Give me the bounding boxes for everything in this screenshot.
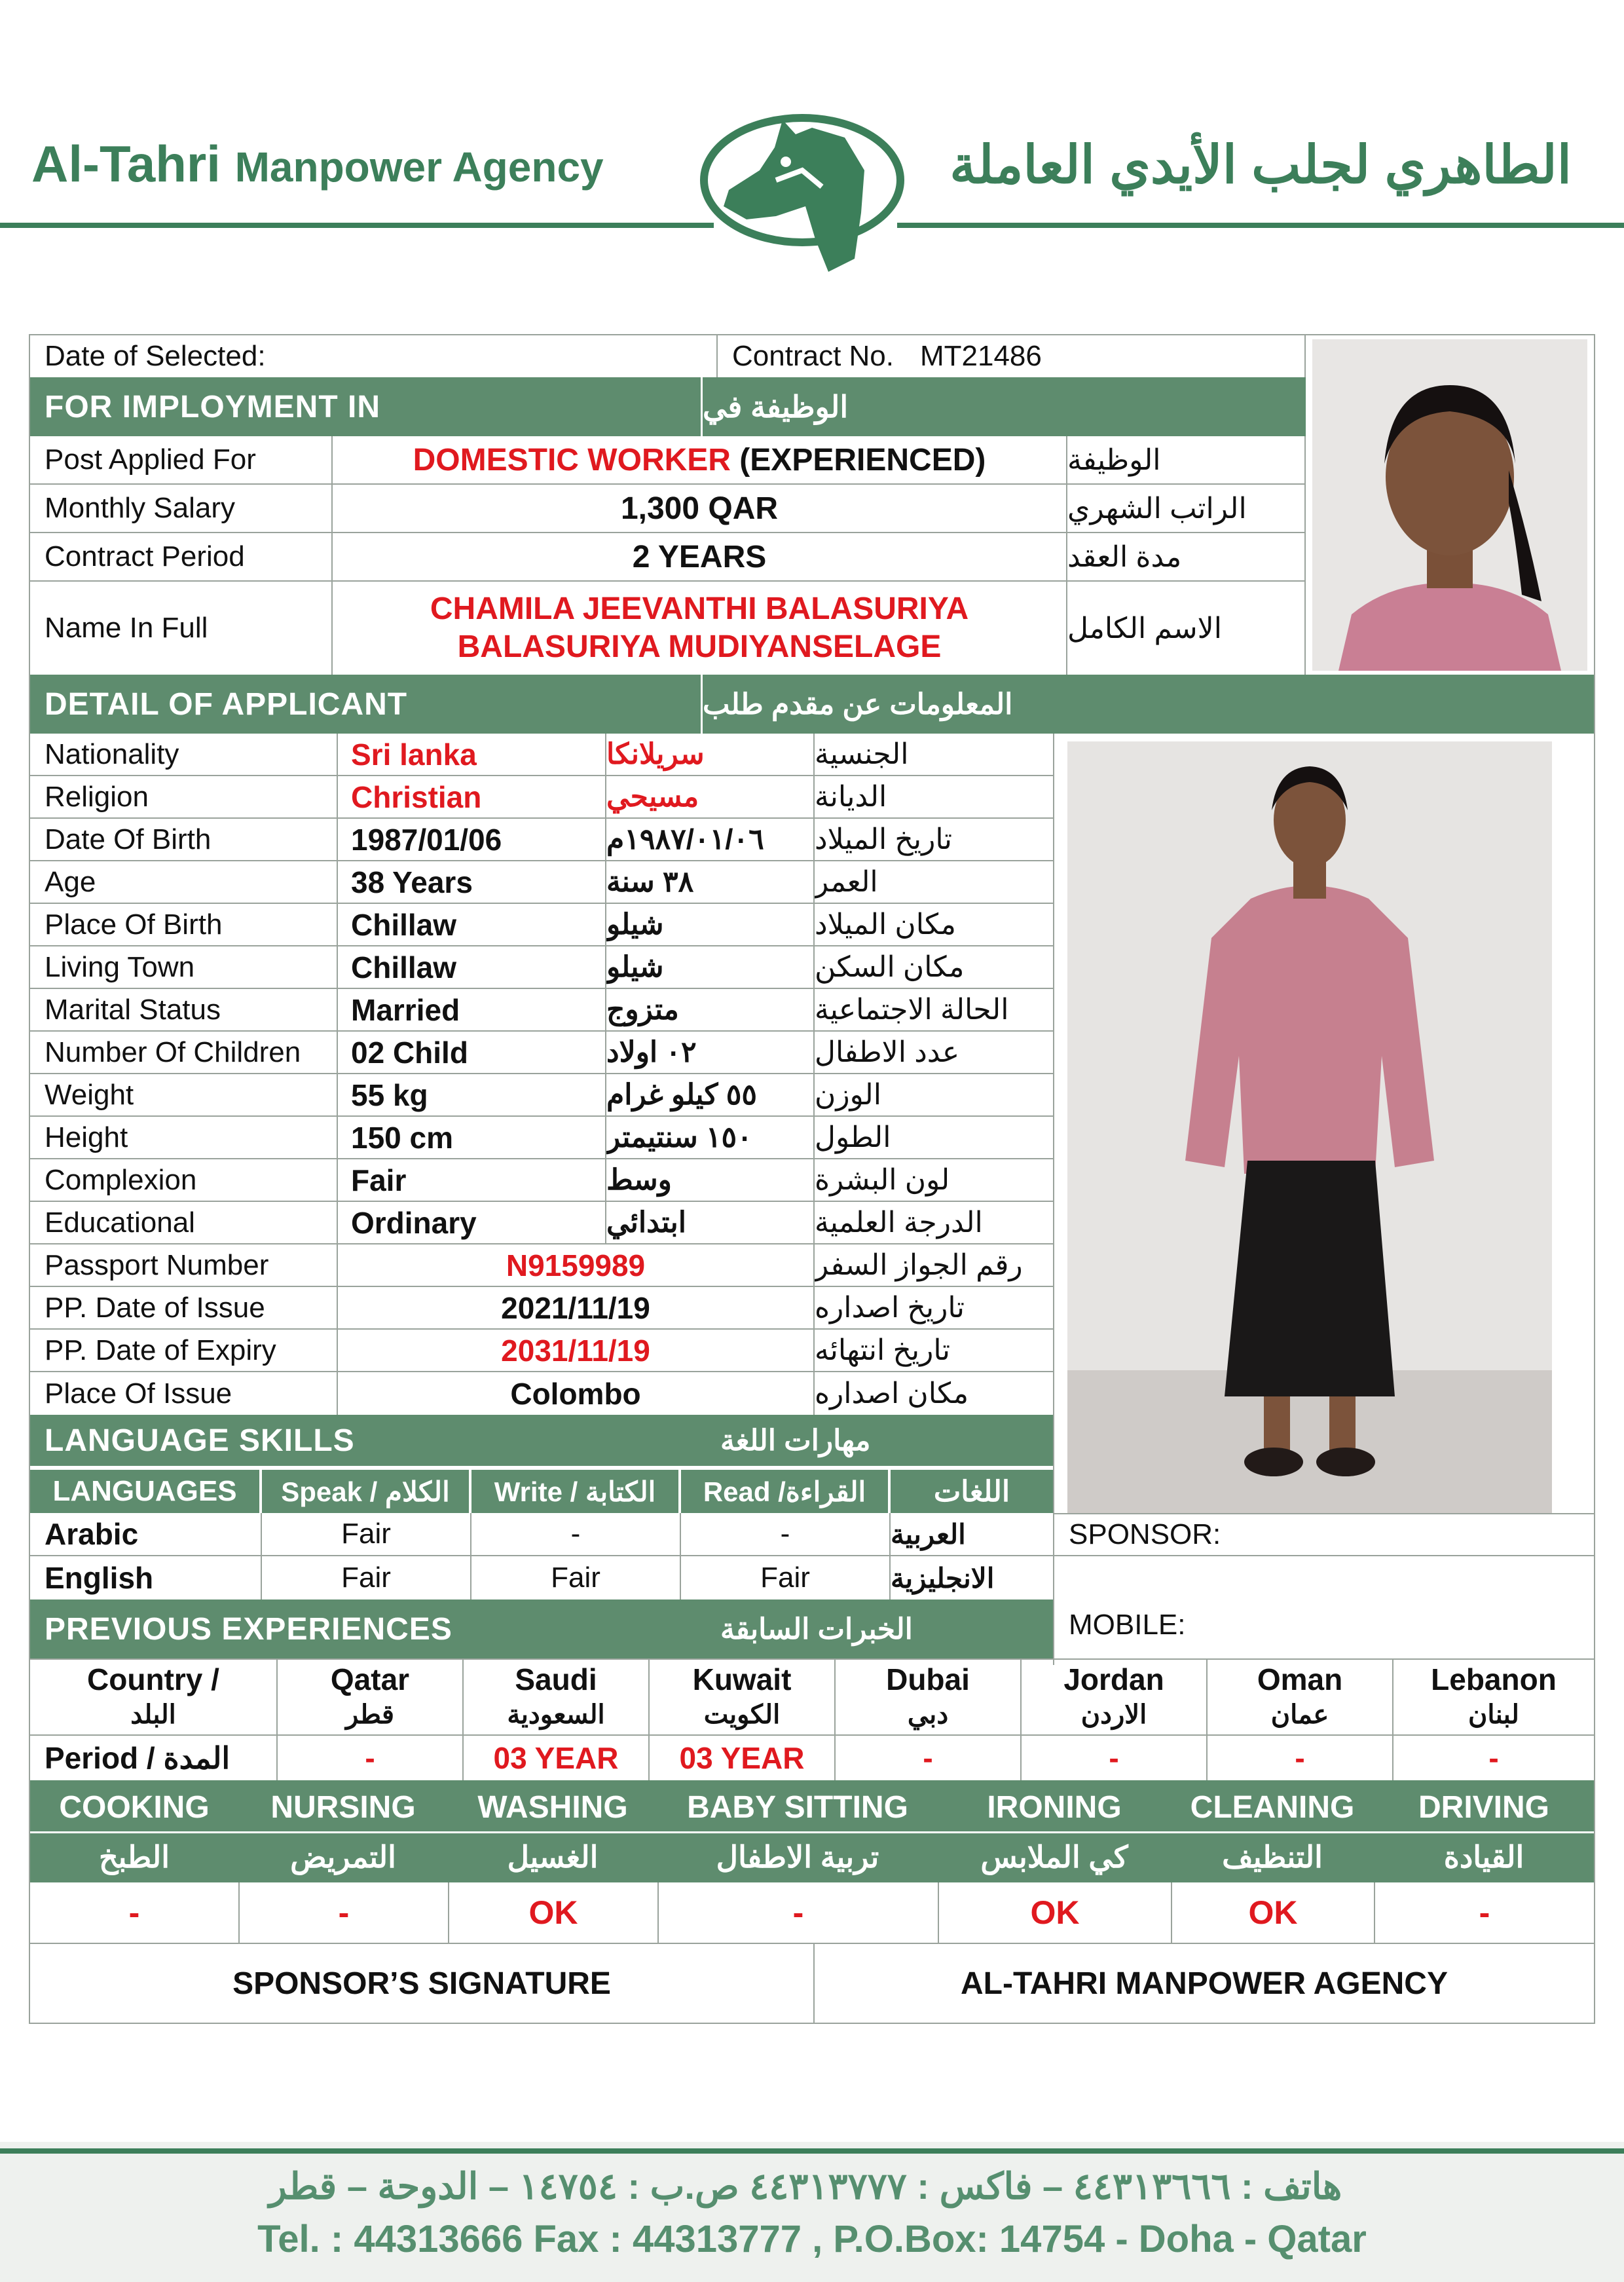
- letterhead: [0, 0, 1624, 275]
- portrait-photo: [1312, 339, 1587, 671]
- full-name-value: [331, 582, 1066, 675]
- marital-status-value-ar: متزوج: [605, 989, 813, 1032]
- dob-value-ar: ١٩٨٧/٠١/٠٦م: [605, 819, 813, 861]
- horse-logo: [697, 108, 913, 285]
- country-kuwait-en: Kuwait: [692, 1662, 792, 1696]
- period-oman: -: [1206, 1736, 1392, 1780]
- passport-expiry-label: PP. Date of Expiry: [30, 1330, 337, 1372]
- complexion-value: Fair: [337, 1159, 605, 1202]
- skill-washing-en: WASHING: [477, 1789, 628, 1825]
- nationality-value-ar: سريلانكا: [605, 734, 813, 776]
- complexion-label: Complexion: [30, 1159, 337, 1202]
- employment-title-en: FOR IMPLOYMENT IN: [45, 389, 380, 424]
- sponsor-spacer: [1053, 1556, 1594, 1599]
- passport-expiry-ar-label: تاريخ انتهائه: [813, 1330, 1053, 1372]
- monthly-salary-value: 1,300 QAR: [331, 485, 1066, 533]
- contract-period-label: Contract Period: [30, 533, 331, 582]
- country-kuwait: [648, 1658, 834, 1736]
- age-value: 38 Years: [337, 861, 605, 904]
- weight-label: Weight: [30, 1074, 337, 1117]
- mobile-field: [1053, 1599, 1594, 1665]
- header-rule-left: [0, 223, 714, 228]
- country-lebanon-en: Lebanon: [1431, 1662, 1557, 1696]
- marital-status-ar-label: الحالة الاجتماعية: [813, 989, 1053, 1032]
- children-value: 02 Child: [337, 1032, 605, 1074]
- country-saudi: [462, 1658, 648, 1736]
- lang-arabic-speak: Fair: [261, 1513, 470, 1556]
- religion-ar-label: الديانة: [813, 776, 1053, 819]
- language-title-ar-cell: [720, 1415, 1053, 1466]
- nationality-label: Nationality: [30, 734, 337, 776]
- living-town-label: Living Town: [30, 946, 337, 989]
- country-saudi-ar: السعودية: [507, 1700, 605, 1729]
- footer-rule: [0, 2148, 1624, 2154]
- children-value-ar: ٠٢ اولاد: [605, 1032, 813, 1074]
- country-saudi-en: Saudi: [515, 1662, 597, 1696]
- country-lebanon-ar: لبنان: [1468, 1700, 1519, 1729]
- country-qatar-en: Qatar: [330, 1662, 410, 1696]
- skill-cleaning-en: CLEANING: [1190, 1789, 1355, 1825]
- dob-value: 1987/01/06: [337, 819, 605, 861]
- lang-arabic-write: -: [470, 1513, 680, 1556]
- place-of-birth-ar-label: مكان الميلاد: [813, 904, 1053, 946]
- weight-ar-label: الوزن: [813, 1074, 1053, 1117]
- period-qatar: -: [276, 1736, 462, 1780]
- place-of-issue-ar-label: مكان اصداره: [813, 1372, 1053, 1415]
- skill-driving-ar: القيادة: [1374, 1831, 1594, 1880]
- lang-english-write: Fair: [470, 1556, 680, 1599]
- contract-no: [716, 335, 1306, 377]
- full-name-ar: الاسم الكامل: [1066, 582, 1306, 675]
- agency-name-secondary: Manpower Agency: [234, 143, 604, 191]
- marital-status-value: Married: [337, 989, 605, 1032]
- education-label: Educational: [30, 1202, 337, 1244]
- country-oman-ar: عمان: [1270, 1700, 1329, 1729]
- passport-number-value: N9159989: [337, 1244, 813, 1287]
- experience-title-ar-cell: [720, 1599, 1053, 1658]
- agency-signature: AL-TAHRI MANPOWER AGENCY: [813, 1943, 1594, 2023]
- living-town-value-ar: شيلو: [605, 946, 813, 989]
- full-name-line2: BALASURIYA MUDIYANSELAGE: [457, 629, 942, 664]
- skill-cooking-value: -: [128, 1894, 140, 1931]
- skill-nursing-value: -: [238, 1882, 448, 1943]
- country-jordan-en: Jordan: [1063, 1662, 1164, 1696]
- footer-ar: هاتف : ٤٤٣١٣٦٦٦ – فاكس : ٤٤٣١٣٧٧٧ ص.ب : ١٤٧٥٤ – الدوحة – قطر: [268, 2165, 1342, 2207]
- place-of-birth-value-ar: شيلو: [605, 904, 813, 946]
- post-applied-value: [331, 436, 1066, 485]
- lang-col-languages: LANGUAGES: [30, 1470, 259, 1513]
- nationality-ar-label: الجنسية: [813, 734, 1053, 776]
- weight-value: 55 kg: [337, 1074, 605, 1117]
- marital-status-label: Marital Status: [30, 989, 337, 1032]
- skill-driving-value: -: [1374, 1882, 1594, 1943]
- monthly-salary-ar: الراتب الشهري: [1066, 485, 1306, 533]
- place-of-issue-value: Colombo: [337, 1372, 813, 1415]
- post-applied-qualifier: (EXPERIENCED): [739, 442, 986, 477]
- skill-driving-en: DRIVING: [1418, 1789, 1549, 1825]
- skill-ironing-en: IRONING: [987, 1789, 1122, 1825]
- country-dubai-en: Dubai: [886, 1662, 970, 1696]
- date-selected-text: Date of Selected:: [45, 340, 266, 372]
- passport-number-label: Passport Number: [30, 1244, 337, 1287]
- lang-english-speak: Fair: [261, 1556, 470, 1599]
- education-value-ar: ابتدائي: [605, 1202, 813, 1244]
- agency-name-en: [31, 134, 604, 194]
- place-of-birth-label: Place Of Birth: [30, 904, 337, 946]
- contract-no-label: Contract No.: [732, 340, 894, 372]
- passport-number-ar-label: رقم الجواز السفر: [813, 1244, 1053, 1287]
- post-applied-ar: الوظيفة: [1066, 436, 1306, 485]
- lang-english-ar: الانجليزية: [889, 1556, 1053, 1599]
- skill-babysitting-ar: تربية الاطفال: [657, 1831, 938, 1880]
- lang-col-speak: Speak / الكلام: [262, 1470, 469, 1513]
- skill-ironing-value: OK: [938, 1882, 1171, 1943]
- agency-name-ar: الطاهري لجلب الأيدي العاملة: [950, 136, 1572, 194]
- header-rule-right: [897, 223, 1624, 228]
- country-kuwait-ar: الكويت: [703, 1700, 781, 1729]
- language-title-ar: مهارات اللغة: [720, 1424, 871, 1457]
- living-town-value: Chillaw: [337, 946, 605, 989]
- employment-title-ar: الوظيفة في: [703, 390, 849, 424]
- country-qatar: [276, 1658, 462, 1736]
- skill-washing-value: OK: [448, 1882, 657, 1943]
- portrait-photo-frame: [1304, 335, 1594, 675]
- children-ar-label: عدد الاطفال: [813, 1032, 1053, 1074]
- height-label: Height: [30, 1117, 337, 1159]
- country-header-ar: البلد: [130, 1700, 176, 1729]
- living-town-ar-label: مكان السكن: [813, 946, 1053, 989]
- applicant-title-ar: المعلومات عن مقدم طلب: [703, 688, 1013, 720]
- lang-english-read: Fair: [680, 1556, 889, 1599]
- weight-value-ar: ٥٥ كيلو غرام: [605, 1074, 813, 1117]
- full-body-photo: [1067, 741, 1552, 1514]
- religion-value-ar: مسيحي: [605, 776, 813, 819]
- age-label: Age: [30, 861, 337, 904]
- sponsor-signature: SPONSOR’S SIGNATURE: [30, 1943, 813, 2023]
- country-header-en: Country /: [87, 1662, 219, 1696]
- dob-ar-label: تاريخ الميلاد: [813, 819, 1053, 861]
- education-value: Ordinary: [337, 1202, 605, 1244]
- country-oman: [1206, 1658, 1392, 1736]
- post-applied-role: DOMESTIC WORKER: [413, 442, 731, 477]
- sponsor-field: [1053, 1513, 1594, 1556]
- skill-cooking-en: COOKING: [59, 1789, 210, 1825]
- lang-col-ar: اللغات: [891, 1470, 1053, 1513]
- complexion-value-ar: وسط: [605, 1159, 813, 1202]
- period-kuwait: 03 YEAR: [648, 1736, 834, 1780]
- nationality-value: Sri lanka: [337, 734, 605, 776]
- agency-name-primary: Al-Tahri: [31, 135, 221, 193]
- period-jordan: -: [1020, 1736, 1206, 1780]
- country-header: [30, 1658, 276, 1736]
- period-saudi: 03 YEAR: [462, 1736, 648, 1780]
- passport-expiry-value: 2031/11/19: [337, 1330, 813, 1372]
- country-oman-en: Oman: [1257, 1662, 1343, 1696]
- skill-nursing-en: NURSING: [270, 1789, 416, 1825]
- religion-label: Religion: [30, 776, 337, 819]
- country-dubai-ar: دبي: [907, 1700, 949, 1729]
- passport-issue-label: PP. Date of Issue: [30, 1287, 337, 1330]
- place-of-birth-value: Chillaw: [337, 904, 605, 946]
- full-body-photo-frame: [1053, 734, 1594, 1513]
- mobile-label: MOBILE:: [1069, 1609, 1186, 1641]
- lang-arabic-name: Arabic: [30, 1513, 261, 1556]
- passport-issue-value: 2021/11/19: [337, 1287, 813, 1330]
- contract-period-ar: مدة العقد: [1066, 533, 1306, 582]
- sponsor-label: SPONSOR:: [1069, 1518, 1221, 1550]
- footer-en: Tel. : 44313666 Fax : 44313777 , P.O.Box: 14754 - Doha - Qatar: [257, 2218, 1367, 2260]
- lang-arabic-ar: العربية: [889, 1513, 1053, 1556]
- lang-arabic-read: -: [680, 1513, 889, 1556]
- skill-washing-ar: الغسيل: [448, 1831, 657, 1880]
- skill-cleaning-ar: التنظيف: [1171, 1831, 1374, 1880]
- place-of-issue-label: Place Of Issue: [45, 1377, 232, 1410]
- lang-col-write: Write / الكتابة: [471, 1470, 678, 1513]
- height-value-ar: ١٥٠ سنتيمتر: [605, 1117, 813, 1159]
- applicant-title-en: DETAIL OF APPLICANT: [45, 686, 408, 722]
- skill-babysitting-en: BABY SITTING: [687, 1789, 908, 1825]
- skill-nursing-ar: التمريض: [238, 1831, 448, 1880]
- full-name-label: Name In Full: [45, 612, 208, 644]
- skill-babysitting-value: -: [657, 1882, 938, 1943]
- skill-ironing-ar: كي الملابس: [938, 1831, 1171, 1880]
- country-dubai: [834, 1658, 1020, 1736]
- children-label: Number Of Children: [30, 1032, 337, 1074]
- age-ar-label: العمر: [813, 861, 1053, 904]
- age-value-ar: ٣٨ سنة: [605, 861, 813, 904]
- country-jordan: [1020, 1658, 1206, 1736]
- monthly-salary-label: Monthly Salary: [30, 485, 331, 533]
- country-qatar-ar: قطر: [345, 1700, 394, 1729]
- employment-title-ar-cell: [701, 377, 1306, 436]
- education-ar-label: الدرجة العلمية: [813, 1202, 1053, 1244]
- skill-cooking-ar: الطبخ: [30, 1831, 238, 1880]
- height-ar-label: الطول: [813, 1117, 1053, 1159]
- contract-no-value: MT21486: [919, 340, 1042, 372]
- complexion-ar-label: لون البشرة: [813, 1159, 1053, 1202]
- contract-period-value: 2 YEARS: [331, 533, 1066, 582]
- applicant-title-ar-cell: [701, 675, 1594, 734]
- lang-col-read: Read /القراءة: [681, 1470, 888, 1513]
- period-dubai: -: [834, 1736, 1020, 1780]
- country-lebanon: [1392, 1658, 1594, 1736]
- experience-title-ar: الخبرات السابقة: [720, 1613, 913, 1645]
- post-applied-label: Post Applied For: [30, 436, 331, 485]
- country-jordan-ar: الاردن: [1080, 1700, 1147, 1729]
- period-lebanon: -: [1392, 1736, 1594, 1780]
- experience-title-en: PREVIOUS EXPERIENCES: [45, 1611, 452, 1647]
- dob-label: Date Of Birth: [30, 819, 337, 861]
- language-title-en: LANGUAGE SKILLS: [45, 1423, 355, 1458]
- height-value: 150 cm: [337, 1117, 605, 1159]
- skill-cleaning-value: OK: [1171, 1882, 1374, 1943]
- religion-value: Christian: [337, 776, 605, 819]
- date-selected-label: [30, 335, 718, 377]
- lang-english-name: English: [45, 1561, 154, 1595]
- period-label: Period / المدة: [45, 1741, 231, 1775]
- full-name-line1: CHAMILA JEEVANTHI BALASURIYA: [430, 591, 969, 626]
- passport-issue-ar-label: تاريخ اصداره: [813, 1287, 1053, 1330]
